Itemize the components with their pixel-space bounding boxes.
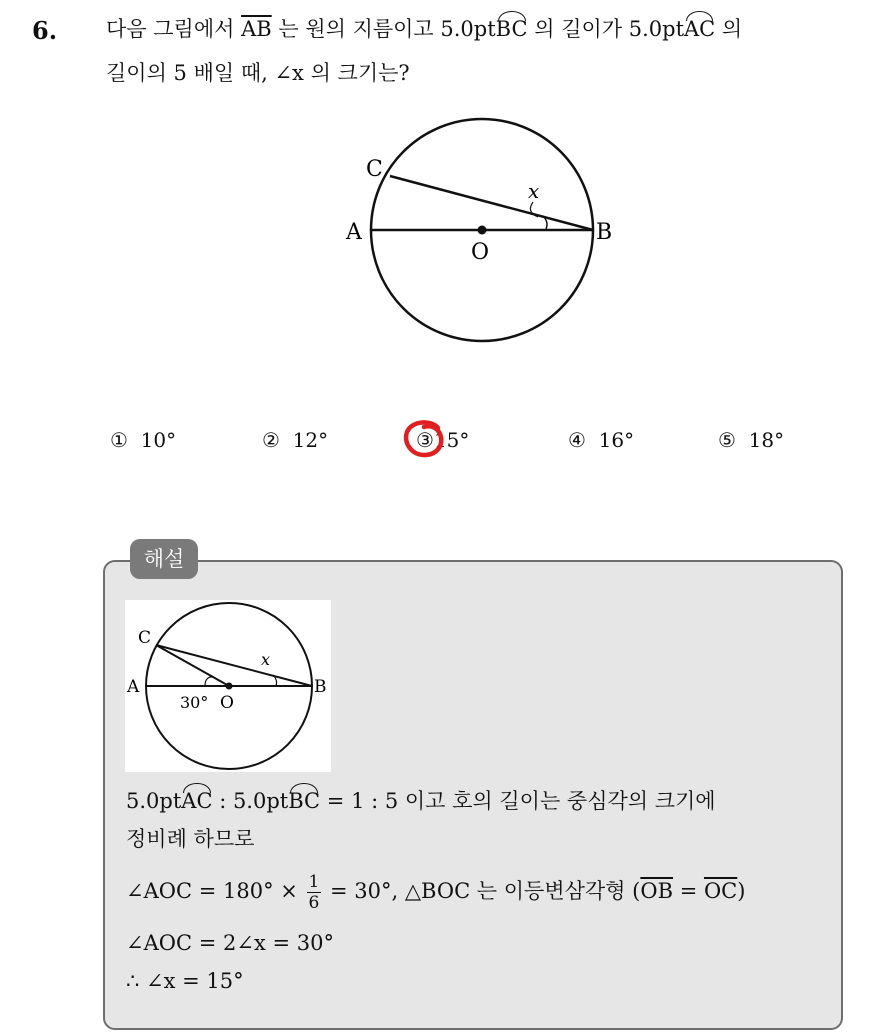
label-c: C	[138, 628, 152, 648]
label-o: O	[471, 240, 490, 265]
segment-ob: $\overline{OB}$	[640, 879, 674, 903]
solution-line-2: 정비례 하므로	[126, 827, 255, 851]
angle-aoc-arc	[205, 677, 214, 686]
choice-mark: ③	[416, 428, 434, 452]
question-text: 의	[715, 17, 743, 41]
solution-text: : 5.0pt	[212, 789, 289, 813]
label-o: O	[220, 693, 234, 713]
question-text: 는 원의 지름이고 5.0pt	[271, 17, 496, 41]
solution-line-4: ∠AOC = 2∠x = 30°	[126, 931, 334, 955]
choice-value: 12°	[292, 428, 329, 452]
choice-1[interactable]	[110, 424, 176, 456]
segment-oc: $\overline{OC}$	[703, 879, 738, 903]
solution-line-3	[126, 872, 745, 913]
choice-mark: ④	[568, 428, 586, 452]
solution-text: ∠AOC = 180° ×	[126, 879, 305, 903]
question-line-1	[106, 14, 742, 44]
chord-cb	[390, 176, 593, 230]
choice-value: 18°	[748, 428, 785, 452]
choice-2[interactable]	[262, 424, 328, 456]
solution-text: = 1 : 5 이고 호의 길이는 중심각의 크기에	[320, 789, 716, 813]
choice-value: 15°	[433, 428, 470, 452]
arc-ac: AC	[181, 786, 212, 816]
center-point	[478, 226, 487, 235]
solution-line-1	[126, 786, 716, 816]
fraction-denominator: 6	[308, 893, 320, 913]
label-30-degrees: 30°	[180, 693, 209, 712]
label-a: A	[127, 677, 140, 697]
fraction-numerator: 1	[308, 872, 320, 892]
solution-line-5: ∴ ∠x = 15°	[126, 969, 244, 993]
choice-mark: ①	[110, 428, 128, 452]
solution-text: =	[673, 879, 704, 903]
question-number: 6.	[32, 16, 58, 45]
question-text: 다음 그림에서	[106, 17, 242, 41]
fraction-one-sixth	[307, 872, 322, 913]
choice-value: 10°	[140, 428, 177, 452]
label-x: x	[261, 650, 271, 669]
choice-4[interactable]	[568, 424, 634, 456]
choice-mark: ②	[262, 428, 280, 452]
segment-ab: $\overline{AB}$	[241, 17, 272, 41]
arc-ac: AC	[684, 14, 715, 44]
selected-answer-mark	[402, 418, 448, 462]
label-a: A	[346, 220, 362, 245]
question-line-2: 길이의 5 배일 때, ∠x 의 크기는?	[106, 61, 410, 85]
solution-tab: 해설	[130, 539, 198, 579]
circle-diagram	[340, 112, 630, 372]
solution-text: = 30°, △BOC 는 이등변삼각형 (	[323, 879, 641, 903]
label-b: B	[314, 677, 327, 697]
choice-value: 16°	[598, 428, 635, 452]
choice-mark: ⑤	[718, 428, 736, 452]
solution-text: )	[737, 879, 746, 903]
arc-bc: BC	[288, 786, 320, 816]
label-b: B	[596, 220, 613, 245]
arc-bc: BC	[496, 14, 528, 44]
solution-diagram	[125, 600, 331, 772]
chord-cb	[156, 645, 312, 686]
answer-choices	[110, 424, 830, 458]
radius-oc	[156, 645, 229, 686]
label-c: C	[366, 157, 383, 182]
center-point	[226, 683, 233, 690]
solution-figure	[125, 600, 331, 772]
choice-5[interactable]	[718, 424, 784, 456]
question-text: 의 길이가 5.0pt	[527, 17, 685, 41]
solution-text: 5.0pt	[126, 789, 182, 813]
label-x: x	[528, 179, 540, 203]
